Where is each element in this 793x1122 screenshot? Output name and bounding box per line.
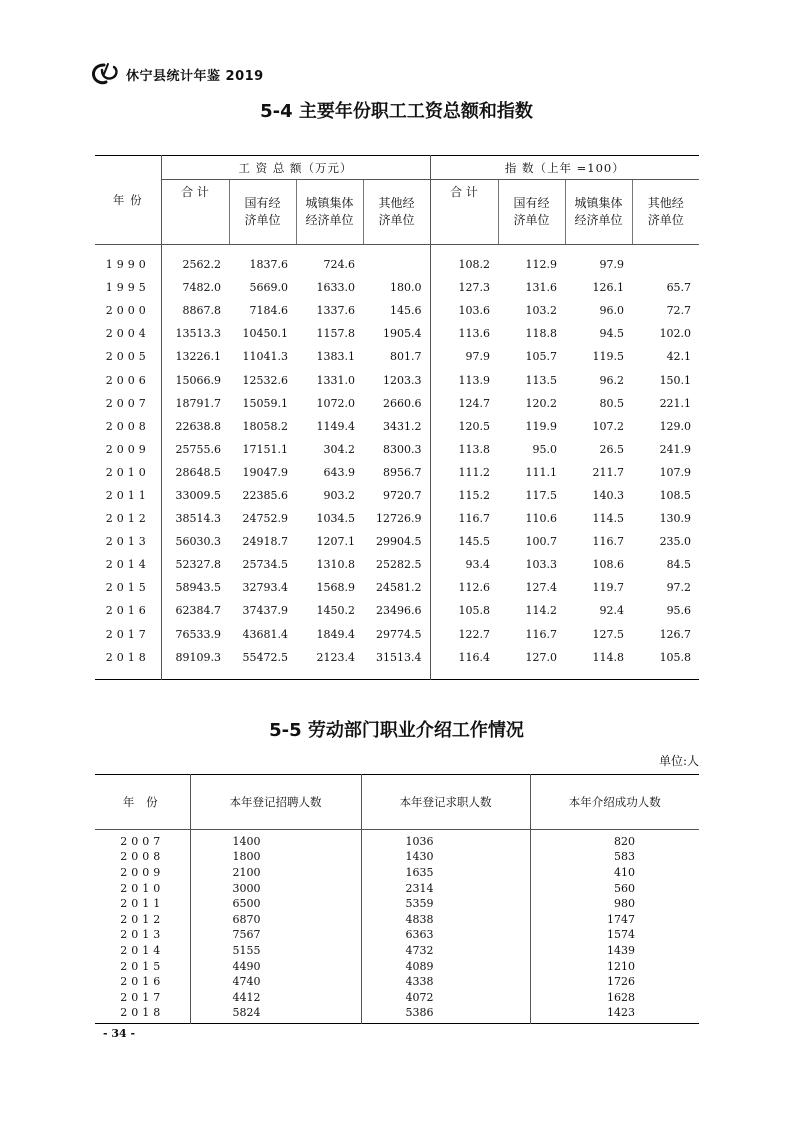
wage-table xyxy=(95,155,699,680)
value-cell: 145.6 xyxy=(363,299,430,322)
value-cell: 4490 xyxy=(190,959,361,975)
value-cell: 1310.8 xyxy=(316,558,355,572)
value-cell: 112.9 xyxy=(525,258,558,272)
value-cell: 1400 xyxy=(190,830,361,850)
index-total-col-header: 合 计 xyxy=(430,180,498,245)
value-cell: 8867.8 xyxy=(182,304,221,318)
value-cell: 65.7 xyxy=(666,281,692,295)
value-cell: 19047.9 xyxy=(242,465,288,479)
value-cell: 643.9 xyxy=(323,465,355,479)
value-cell: 24581.2 xyxy=(363,576,430,599)
table-row xyxy=(95,245,699,277)
value-cell: 13513.3 xyxy=(175,327,221,341)
value-cell: 118.8 xyxy=(525,327,558,341)
year-cell: 2018 xyxy=(95,646,161,680)
value-cell: 37437.9 xyxy=(242,604,288,618)
year-cell: 1990 xyxy=(95,245,161,277)
value-cell: 113.8 xyxy=(458,442,491,456)
value-cell: 18058.2 xyxy=(242,419,288,433)
value-cell: 4838 xyxy=(361,912,530,928)
year-cell: 2015 xyxy=(95,959,190,975)
value-cell: 29774.5 xyxy=(363,623,430,646)
value-cell: 13226.1 xyxy=(175,350,221,364)
value-cell: 103.2 xyxy=(525,304,558,318)
table-row xyxy=(95,850,699,866)
value-cell: 38514.3 xyxy=(175,512,221,526)
year-cell: 2010 xyxy=(95,461,161,484)
value-cell: 111.2 xyxy=(458,465,491,479)
value-cell: 107.2 xyxy=(592,419,625,433)
value-cell: 1207.1 xyxy=(316,535,355,549)
value-cell: 1747 xyxy=(607,912,635,926)
table-row xyxy=(95,276,699,299)
value-cell: 97.9 xyxy=(599,258,625,272)
value-cell: 8956.7 xyxy=(363,461,430,484)
year-cell: 2014 xyxy=(95,943,190,959)
value-cell: 26.5 xyxy=(599,442,625,456)
value-cell: 119.7 xyxy=(592,581,625,595)
table2-title: 5-5 劳动部门职业介绍工作情况 xyxy=(269,720,524,741)
value-cell: 5359 xyxy=(361,896,530,912)
value-cell: 3431.2 xyxy=(363,415,430,438)
value-cell: 1635 xyxy=(361,865,530,881)
table-row xyxy=(95,959,699,975)
value-cell: 4338 xyxy=(361,974,530,990)
value-cell: 127.5 xyxy=(592,627,625,641)
value-cell: 241.9 xyxy=(659,442,692,456)
value-cell: 113.5 xyxy=(525,373,558,387)
year-cell: 2012 xyxy=(95,912,190,928)
year-cell: 2016 xyxy=(95,599,161,622)
value-cell: 4740 xyxy=(190,974,361,990)
table-row xyxy=(95,896,699,912)
value-cell: 120.2 xyxy=(525,396,558,410)
value-cell: 116.7 xyxy=(592,535,625,549)
value-cell: 4732 xyxy=(361,943,530,959)
table-row xyxy=(95,392,699,415)
value-cell: 1072.0 xyxy=(316,396,355,410)
value-cell: 12726.9 xyxy=(363,507,430,530)
value-cell: 17151.1 xyxy=(242,442,288,456)
year-cell: 2000 xyxy=(95,299,161,322)
value-cell: 127.3 xyxy=(458,281,491,295)
value-cell: 119.5 xyxy=(592,350,625,364)
value-cell: 84.5 xyxy=(666,558,692,572)
value-cell: 3000 xyxy=(190,881,361,897)
value-cell: 2100 xyxy=(190,865,361,881)
value-cell: 100.7 xyxy=(525,535,558,549)
value-cell: 1331.0 xyxy=(316,373,355,387)
value-cell: 116.4 xyxy=(458,650,491,664)
value-cell: 1337.6 xyxy=(316,304,355,318)
value-cell: 52327.8 xyxy=(175,558,221,572)
value-cell: 105.8 xyxy=(458,604,491,618)
value-cell: 24918.7 xyxy=(242,535,288,549)
table-row xyxy=(95,928,699,944)
value-cell: 22385.6 xyxy=(242,488,288,502)
value-cell: 25282.5 xyxy=(363,553,430,576)
value-cell: 1568.9 xyxy=(316,581,355,595)
table-row xyxy=(95,368,699,391)
value-cell: 76533.9 xyxy=(175,627,221,641)
recruitment-col-header: 本年登记招聘人数 xyxy=(190,775,361,830)
table-row xyxy=(95,881,699,897)
year-cell: 2008 xyxy=(95,850,190,866)
value-cell: 724.6 xyxy=(323,258,355,272)
value-cell: 1036 xyxy=(361,830,530,850)
table-row xyxy=(95,299,699,322)
value-cell xyxy=(632,245,699,277)
value-cell: 131.6 xyxy=(525,281,558,295)
value-cell: 55472.5 xyxy=(242,650,288,664)
table-row xyxy=(95,576,699,599)
value-cell: 801.7 xyxy=(363,345,430,368)
value-cell: 4089 xyxy=(361,959,530,975)
running-header xyxy=(90,62,264,86)
value-cell: 112.6 xyxy=(458,581,491,595)
value-cell: 1430 xyxy=(361,850,530,866)
table-row xyxy=(95,438,699,461)
value-cell: 211.7 xyxy=(592,465,625,479)
value-cell: 23496.6 xyxy=(363,599,430,622)
value-cell: 1383.1 xyxy=(316,350,355,364)
year-cell: 2007 xyxy=(95,830,190,850)
value-cell: 111.1 xyxy=(525,465,558,479)
value-cell: 1439 xyxy=(607,943,635,957)
value-cell: 114.8 xyxy=(592,650,625,664)
value-cell: 126.1 xyxy=(592,281,625,295)
value-cell: 410 xyxy=(614,865,635,879)
yearbook-logo-icon xyxy=(90,62,120,86)
year-cell: 2015 xyxy=(95,576,161,599)
value-cell: 43681.4 xyxy=(242,627,288,641)
year-cell: 2004 xyxy=(95,322,161,345)
value-cell: 6363 xyxy=(361,928,530,944)
wage-collective-col-header: 城镇集体 经济单位 xyxy=(296,180,363,245)
table-row xyxy=(95,484,699,507)
value-cell: 127.0 xyxy=(525,650,558,664)
value-cell: 122.7 xyxy=(458,627,491,641)
year-cell: 2005 xyxy=(95,345,161,368)
value-cell: 15059.1 xyxy=(242,396,288,410)
value-cell: 42.1 xyxy=(666,350,692,364)
table1-title: 5-4 主要年份职工工资总额和指数 xyxy=(260,101,533,122)
value-cell: 583 xyxy=(614,850,635,864)
table-row xyxy=(95,461,699,484)
wage-other-col-header: 其他经 济单位 xyxy=(363,180,430,245)
placements-col-header: 本年介绍成功人数 xyxy=(530,775,699,830)
value-cell: 18791.7 xyxy=(175,396,221,410)
value-cell: 5669.0 xyxy=(249,281,288,295)
value-cell: 120.5 xyxy=(458,419,491,433)
value-cell: 1574 xyxy=(607,928,635,942)
value-cell: 1149.4 xyxy=(316,419,355,433)
year-cell: 2011 xyxy=(95,484,161,507)
wage-state-col-header: 国有经 济单位 xyxy=(229,180,296,245)
value-cell: 7567 xyxy=(190,928,361,944)
value-cell: 6500 xyxy=(190,896,361,912)
year-cell: 2008 xyxy=(95,415,161,438)
value-cell: 1837.6 xyxy=(249,258,288,272)
table-row xyxy=(95,943,699,959)
table-row xyxy=(95,990,699,1006)
value-cell: 5824 xyxy=(190,1006,361,1024)
value-cell: 103.6 xyxy=(458,304,491,318)
value-cell: 115.2 xyxy=(458,488,491,502)
table-row xyxy=(95,830,699,850)
year-cell: 1995 xyxy=(95,276,161,299)
table-row xyxy=(95,623,699,646)
table-row xyxy=(95,322,699,345)
value-cell: 7184.6 xyxy=(249,304,288,318)
table-row xyxy=(95,912,699,928)
value-cell: 903.2 xyxy=(323,488,355,502)
value-cell: 11041.3 xyxy=(242,350,288,364)
value-cell: 560 xyxy=(614,881,635,895)
value-cell: 4412 xyxy=(190,990,361,1006)
value-cell: 127.4 xyxy=(525,581,558,595)
value-cell xyxy=(363,245,430,277)
value-cell: 33009.5 xyxy=(175,488,221,502)
year-cell: 2011 xyxy=(95,896,190,912)
value-cell: 114.5 xyxy=(592,512,625,526)
value-cell: 116.7 xyxy=(458,512,491,526)
value-cell: 145.5 xyxy=(458,535,491,549)
value-cell: 107.9 xyxy=(659,465,692,479)
value-cell: 129.0 xyxy=(659,419,692,433)
value-cell: 97.2 xyxy=(666,581,692,595)
value-cell: 80.5 xyxy=(599,396,625,410)
index-state-col-header: 国有经 济单位 xyxy=(498,180,565,245)
value-cell: 96.2 xyxy=(599,373,625,387)
value-cell: 92.4 xyxy=(599,604,625,618)
value-cell: 5155 xyxy=(190,943,361,959)
value-cell: 1905.4 xyxy=(363,322,430,345)
value-cell: 1157.8 xyxy=(316,327,355,341)
value-cell: 95.6 xyxy=(666,604,692,618)
value-cell: 235.0 xyxy=(659,535,692,549)
value-cell: 10450.1 xyxy=(242,327,288,341)
value-cell: 108.5 xyxy=(659,488,692,502)
index-collective-col-header: 城镇集体 经济单位 xyxy=(565,180,632,245)
value-cell: 1726 xyxy=(607,975,635,989)
value-cell: 119.9 xyxy=(525,419,558,433)
value-cell: 1423 xyxy=(607,1006,635,1020)
year-cell: 2009 xyxy=(95,438,161,461)
value-cell: 25755.6 xyxy=(175,442,221,456)
value-cell: 1210 xyxy=(607,959,635,973)
table-row xyxy=(95,553,699,576)
value-cell: 95.0 xyxy=(532,442,558,456)
value-cell: 1034.5 xyxy=(316,512,355,526)
value-cell: 28648.5 xyxy=(175,465,221,479)
table-row xyxy=(95,646,699,680)
value-cell: 2123.4 xyxy=(316,650,355,664)
year-cell: 2012 xyxy=(95,507,161,530)
value-cell: 89109.3 xyxy=(175,650,221,664)
value-cell: 72.7 xyxy=(666,304,692,318)
value-cell: 102.0 xyxy=(659,327,692,341)
yearbook-title: 休宁县统计年鉴 2019 xyxy=(126,68,264,84)
value-cell: 22638.8 xyxy=(175,419,221,433)
value-cell: 124.7 xyxy=(458,396,491,410)
value-cell: 110.6 xyxy=(525,512,558,526)
year-cell: 2009 xyxy=(95,865,190,881)
table-row xyxy=(95,415,699,438)
page-number: - 34 - xyxy=(103,1027,136,1040)
value-cell: 25734.5 xyxy=(242,558,288,572)
value-cell: 93.4 xyxy=(465,558,491,572)
value-cell: 12532.6 xyxy=(242,373,288,387)
value-cell: 8300.3 xyxy=(363,438,430,461)
value-cell: 94.5 xyxy=(599,327,625,341)
value-cell: 130.9 xyxy=(659,512,692,526)
value-cell: 1628 xyxy=(607,990,635,1004)
year-cell: 2007 xyxy=(95,392,161,415)
value-cell: 108.6 xyxy=(592,558,625,572)
table-row xyxy=(95,507,699,530)
value-cell: 116.7 xyxy=(525,627,558,641)
year-column-header: 年 份 xyxy=(95,775,190,830)
value-cell: 113.6 xyxy=(458,327,491,341)
year-cell: 2017 xyxy=(95,990,190,1006)
value-cell: 56030.3 xyxy=(175,535,221,549)
value-cell: 105.7 xyxy=(525,350,558,364)
unit-label: 单位:人 xyxy=(658,754,699,768)
value-cell: 6870 xyxy=(190,912,361,928)
value-cell: 1203.3 xyxy=(363,368,430,391)
year-cell: 2018 xyxy=(95,1006,190,1024)
value-cell: 15066.9 xyxy=(175,373,221,387)
value-cell: 108.2 xyxy=(458,258,491,272)
value-cell: 2314 xyxy=(361,881,530,897)
table-row xyxy=(95,865,699,881)
value-cell: 126.7 xyxy=(659,627,692,641)
wage-total-col-header: 合 计 xyxy=(161,180,229,245)
value-cell: 117.5 xyxy=(525,488,558,502)
value-cell: 180.0 xyxy=(363,276,430,299)
value-cell: 4072 xyxy=(361,990,530,1006)
value-cell: 96.0 xyxy=(599,304,625,318)
table-row xyxy=(95,1006,699,1024)
value-cell: 103.3 xyxy=(525,558,558,572)
value-cell: 140.3 xyxy=(592,488,625,502)
value-cell: 9720.7 xyxy=(363,484,430,507)
value-cell: 1849.4 xyxy=(316,627,355,641)
year-cell: 2014 xyxy=(95,553,161,576)
value-cell: 114.2 xyxy=(525,604,558,618)
value-cell: 2562.2 xyxy=(182,258,221,272)
value-cell: 7482.0 xyxy=(182,281,221,295)
value-cell: 1800 xyxy=(190,850,361,866)
value-cell: 105.8 xyxy=(659,650,692,664)
value-cell: 1633.0 xyxy=(316,281,355,295)
value-cell: 62384.7 xyxy=(175,604,221,618)
value-cell: 1450.2 xyxy=(316,604,355,618)
year-cell: 2010 xyxy=(95,881,190,897)
value-cell: 113.9 xyxy=(458,373,491,387)
table-row xyxy=(95,530,699,553)
year-cell: 2017 xyxy=(95,623,161,646)
value-cell: 32793.4 xyxy=(242,581,288,595)
year-cell: 2013 xyxy=(95,928,190,944)
value-cell: 24752.9 xyxy=(242,512,288,526)
table-row xyxy=(95,345,699,368)
index-other-col-header: 其他经 济单位 xyxy=(632,180,699,245)
value-cell: 820 xyxy=(614,834,635,848)
value-cell: 58943.5 xyxy=(175,581,221,595)
year-column-header: 年 份 xyxy=(95,156,161,245)
value-cell: 31513.4 xyxy=(363,646,430,680)
value-cell: 980 xyxy=(614,897,635,911)
year-cell: 2006 xyxy=(95,368,161,391)
value-cell: 29904.5 xyxy=(363,530,430,553)
value-cell: 2660.6 xyxy=(363,392,430,415)
index-group-header: 指 数（上年 =100） xyxy=(430,156,699,180)
value-cell: 97.9 xyxy=(465,350,491,364)
value-cell: 304.2 xyxy=(323,442,355,456)
value-cell: 5386 xyxy=(361,1006,530,1024)
table-row xyxy=(95,599,699,622)
value-cell: 150.1 xyxy=(659,373,692,387)
year-cell: 2013 xyxy=(95,530,161,553)
job-seekers-col-header: 本年登记求职人数 xyxy=(361,775,530,830)
year-cell: 2016 xyxy=(95,974,190,990)
wage-total-group-header: 工 资 总 额（万元） xyxy=(161,156,430,180)
table-row xyxy=(95,974,699,990)
value-cell: 221.1 xyxy=(659,396,692,410)
job-placement-table xyxy=(95,774,699,1024)
